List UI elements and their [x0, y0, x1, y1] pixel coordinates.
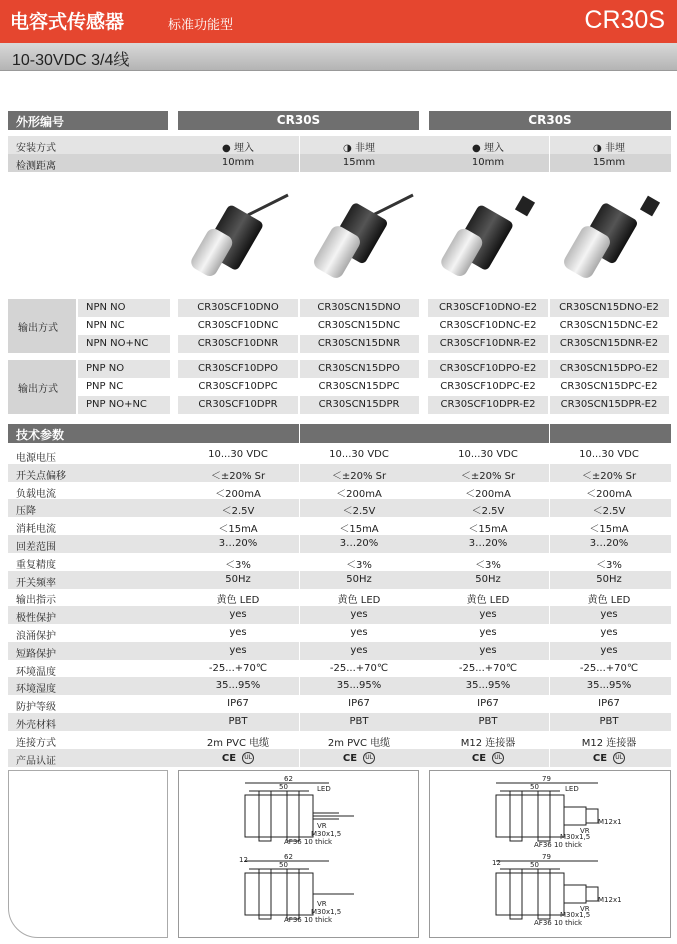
spec-value: yes	[479, 609, 497, 621]
spec-value: ＜±20% Sr	[331, 470, 387, 482]
voltage-text: 10-30VDC 3/4线	[12, 52, 130, 69]
page-header	[0, 0, 677, 43]
spec-value: 10...30 VDC	[579, 449, 639, 460]
spec-value: -25...+70℃	[329, 662, 389, 674]
spec-value: ＜2.5V	[221, 506, 255, 518]
spec-value: yes	[350, 627, 368, 638]
spec-value: ＜200mA	[586, 488, 632, 500]
spec-value: yes	[229, 627, 247, 638]
spec-value: ＜±20% Sr	[210, 470, 266, 482]
spec-label: 短路保护	[16, 648, 56, 660]
spec-value: 黄色 LED	[466, 595, 510, 607]
conn-label: M12x1	[598, 818, 622, 826]
spec-value: 35...95%	[215, 680, 261, 692]
ce-mark: CE	[592, 753, 608, 764]
spec-value: IP67	[598, 698, 620, 710]
spec-row	[8, 571, 671, 589]
page-subtitle: 标准功能型	[168, 18, 234, 33]
spec-row	[8, 642, 671, 660]
thread-label: M30x1,5	[560, 833, 591, 841]
spec-value: PBT	[478, 716, 498, 727]
model-name: CR30S	[584, 6, 665, 34]
spec-value: yes	[600, 609, 618, 621]
ce-mark: CE	[342, 753, 358, 764]
spec-label: 消耗电流	[16, 524, 56, 536]
thread-label-2: M30x1,5	[311, 908, 342, 916]
ul-mark: UL	[492, 752, 504, 764]
spec-value: 35...95%	[586, 680, 632, 692]
npn-row-2: CR30SCF10DNR CR30SCN15DNR CR30SCF10DNR-E2 CR30SCN15DNR-E2	[8, 335, 671, 353]
npn-output-label: 输出方式	[8, 299, 76, 353]
spec-value: M12 连接器	[460, 737, 516, 749]
thread-label-2: M30x1,5	[560, 911, 591, 919]
dim-body-2: 50	[279, 861, 288, 869]
spec-value: ＜3%	[346, 559, 372, 571]
spec-value: ＜3%	[225, 559, 251, 571]
npn-row-0: CR30SCF10DNO CR30SCN15DNO CR30SCF10DNO-E2 CR30SCN15DNO-E2	[8, 299, 671, 317]
spec-value: ＜15mA	[468, 524, 508, 536]
npn-type-2: NPN NO+NC	[78, 335, 170, 353]
spec-value: 10...30 VDC	[208, 449, 268, 460]
spec-row	[8, 624, 671, 642]
spec-value: yes	[350, 644, 368, 656]
spec-value: yes	[479, 644, 497, 656]
spec-value: 3…20%	[339, 538, 379, 549]
sensor-image-3	[438, 196, 535, 279]
spec-value: 50Hz	[225, 573, 251, 585]
dim-body-2: 50	[530, 861, 539, 869]
spec-value: yes	[600, 627, 618, 638]
spec-label: 连接方式	[16, 737, 56, 749]
spec-label: 压降	[16, 506, 36, 518]
spec-label: 回差范围	[16, 542, 56, 553]
conn-label-2: M12x1	[598, 896, 622, 904]
ul-mark: UL	[242, 752, 254, 764]
spec-row	[8, 677, 671, 695]
spec-value: -25...+70℃	[208, 662, 268, 674]
spec-label: 环境温度	[16, 666, 56, 678]
spec-row	[8, 464, 671, 482]
spec-value: IP67	[477, 698, 499, 710]
spec-value: ＜2.5V	[342, 506, 376, 518]
vr-label: VR	[580, 827, 590, 835]
spec-value: ＜2.5V	[471, 506, 505, 518]
vr-label-2: VR	[317, 900, 327, 908]
pnp-output-label: 输出方式	[8, 360, 76, 414]
spec-value: 3…20%	[589, 538, 629, 549]
spec-label: 重复精度	[16, 559, 56, 571]
shape-code-header: 外形编号	[8, 111, 168, 130]
sensor-images	[178, 190, 668, 290]
spec-value: 3…20%	[468, 538, 508, 549]
spec-row	[8, 588, 671, 606]
ul-mark: UL	[363, 752, 375, 764]
spec-value: ＜15mA	[589, 524, 629, 536]
pnp-row-0: CR30SCF10DPO CR30SCN15DPO CR30SCF10DPO-E2 CR30SCN15DPO-E2	[8, 360, 671, 378]
spec-value: ＜±20% Sr	[460, 470, 516, 482]
spec-value: 35...95%	[336, 680, 382, 692]
spec-row	[8, 553, 671, 571]
spec-value: PBT	[599, 716, 619, 727]
pnp-row-2: CR30SCF10DPR CR30SCN15DPR CR30SCF10DPR-E2 CR30SCN15DPR-E2	[8, 396, 671, 414]
spec-row	[8, 535, 671, 553]
spec-label: 输出指示	[16, 595, 56, 607]
ce-mark: CE	[471, 753, 487, 764]
spec-row	[8, 660, 671, 678]
spec-row	[8, 713, 671, 731]
spec-label: 外壳材料	[16, 720, 56, 731]
sensor-image-2	[311, 195, 413, 281]
spec-value: 黄色 LED	[337, 595, 381, 607]
spec-row	[8, 482, 671, 500]
led-label: LED	[565, 785, 579, 793]
dim-body: 50	[530, 783, 539, 791]
spec-value: 3…20%	[218, 538, 258, 549]
pnp-row-1: CR30SCF10DPC CR30SCN15DPC CR30SCF10DPC-E2 CR30SCN15DPC-E2	[198, 381, 658, 392]
voltage-bar	[0, 43, 677, 71]
led-label: LED	[317, 785, 331, 793]
spec-row	[8, 446, 671, 464]
drawing-connector	[429, 770, 671, 938]
spec-row	[8, 731, 671, 749]
nut-label-2: AF36 10 thick	[534, 919, 583, 927]
spec-value: ＜2.5V	[592, 506, 626, 518]
spec-label: 电源电压	[16, 453, 56, 464]
group2-header: CR30S	[429, 111, 671, 130]
dim-body: 50	[279, 783, 288, 791]
sensor-image-4	[561, 196, 660, 281]
spec-row	[8, 695, 671, 713]
spec-row	[8, 499, 671, 517]
spec-value: IP67	[348, 698, 370, 710]
spec-value: 黄色 LED	[216, 595, 260, 607]
drawing-cable	[178, 770, 419, 938]
tech-header: 技术参数	[8, 424, 671, 443]
spec-label: 开关点偏移	[16, 470, 66, 482]
thread-label: M30x1,5	[311, 830, 342, 838]
spec-label: 极性保护	[16, 613, 56, 625]
spec-row	[8, 606, 671, 624]
npn-type-0: NPN NO	[78, 299, 170, 317]
spec-value: ＜3%	[596, 559, 622, 571]
sensor-image-1	[188, 195, 288, 279]
spec-value: ＜3%	[475, 559, 501, 571]
ul-mark: UL	[613, 752, 625, 764]
spec-label: 开关频率	[16, 577, 56, 589]
spec-value: 2m PVC 电缆	[327, 737, 391, 749]
spec-value: ＜200mA	[465, 488, 511, 500]
cert-row: 产品认证 CE UL CE UL CE UL CE UL	[8, 749, 671, 767]
spec-value: 10...30 VDC	[329, 449, 389, 460]
dim-face: 12	[492, 859, 501, 867]
nut-label: AF36 10 thick	[534, 841, 583, 849]
dim-total-2: 62	[284, 853, 293, 861]
spec-value: yes	[229, 644, 247, 656]
spec-value: ＜200mA	[336, 488, 382, 500]
nut-label-2: AF36 10 thick	[284, 916, 333, 924]
group1-header: CR30S	[178, 111, 419, 130]
spec-value: PBT	[349, 716, 369, 727]
spec-value: yes	[479, 627, 497, 638]
dim-total: 79	[542, 775, 551, 783]
spec-value: IP67	[227, 698, 249, 710]
spec-value: -25...+70℃	[458, 662, 518, 674]
spec-label: 浪涌保护	[16, 631, 56, 642]
spec-value: 10...30 VDC	[458, 449, 518, 460]
npn-row-1: CR30SCF10DNC CR30SCN15DNC CR30SCF10DNC-E2 CR30SCN15DNC-E2	[197, 320, 659, 331]
spec-label: 防护等级	[16, 702, 56, 714]
spec-value: -25...+70℃	[579, 662, 639, 674]
spec-value: yes	[350, 609, 368, 621]
spec-label: 环境湿度	[16, 684, 56, 696]
blank-panel	[8, 770, 168, 938]
spec-value: yes	[600, 644, 618, 656]
spec-value: 黄色 LED	[587, 595, 631, 607]
pnp-type-2: PNP NO+NC	[78, 396, 170, 414]
spec-value: ＜15mA	[218, 524, 258, 536]
pnp-type-1: PNP NC	[86, 381, 124, 392]
spec-value: 50Hz	[596, 573, 622, 585]
spec-label: 负载电流	[16, 488, 56, 500]
spec-value: PBT	[228, 716, 248, 727]
dim-face: 12	[239, 856, 248, 864]
distance-row: 检测距离 10mm 15mm 10mm 15mm	[8, 154, 671, 172]
spec-value: ＜±20% Sr	[581, 470, 637, 482]
spec-value: ＜200mA	[215, 488, 261, 500]
spec-value: yes	[229, 609, 247, 621]
spec-value: M12 连接器	[581, 737, 637, 749]
page-title: 电容式传感器	[10, 11, 125, 33]
spec-value: 35...95%	[465, 680, 511, 692]
dim-total: 62	[284, 775, 293, 783]
spec-value: 50Hz	[346, 573, 372, 585]
mount-row: 安装方式 ● 埋入 ◑ 非埋 ● 埋入 ◑ 非埋	[8, 136, 671, 154]
spec-value: 50Hz	[475, 573, 501, 585]
ce-mark: CE	[221, 753, 237, 764]
vr-label: VR	[317, 822, 327, 830]
spec-value: 2m PVC 电缆	[206, 737, 270, 749]
dim-total-2: 79	[542, 853, 551, 861]
npn-type-1: NPN NC	[86, 320, 125, 331]
vr-label-2: VR	[580, 905, 590, 913]
pnp-type-0: PNP NO	[78, 360, 170, 378]
spec-row	[8, 517, 671, 535]
spec-value: ＜15mA	[339, 524, 379, 536]
nut-label: AF36 10 thick	[284, 838, 333, 846]
